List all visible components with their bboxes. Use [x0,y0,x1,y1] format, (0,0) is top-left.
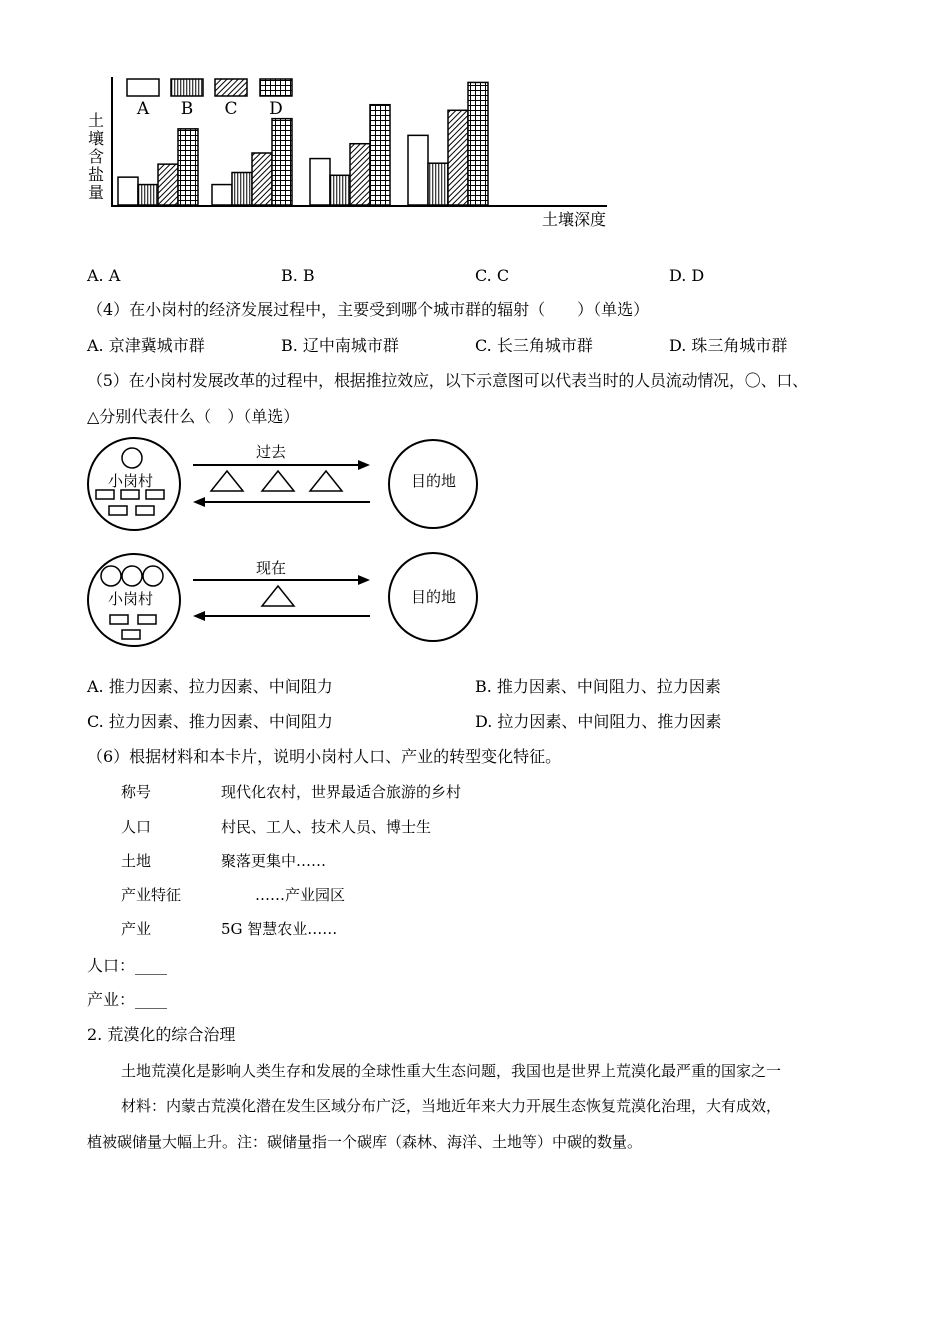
card-value-industry-feature: ……产业园区 [255,886,346,904]
bar-group4-c [448,110,468,205]
card-key-industry-feature: 产业特征 [121,886,182,904]
card-value-population: 村民、工人、技术人员、博士生 [221,818,432,836]
village-label-past: 小岗村 [108,472,154,490]
bar-group1-b [138,185,158,205]
q3-option-a[interactable]: A. A [87,266,121,285]
circle-symbol [101,566,121,586]
q3-option-b[interactable]: B. B [281,266,315,285]
bar-group4-a [408,135,428,205]
arrow-head [193,497,205,507]
q6-stem: （6）根据材料和本卡片，说明小岗村人口、产业的转型变化特征。 [87,747,562,766]
bar-group1-a [118,177,138,205]
legend-swatch-a [127,79,159,96]
y-axis-label: 土壤含盐量 [85,112,105,202]
legend-swatch-c [215,79,247,96]
section2-title: 2. 荒漠化的综合治理 [87,1025,236,1044]
q5-stem-line1: （5）在小岗村发展改革的过程中，根据推拉效应，以下示意图可以代表当时的人员流动情况，〇、口、 [87,371,808,390]
bar-group2-a [212,185,232,205]
square-symbol [121,490,139,499]
q5-option-a[interactable]: A. 推力因素、拉力因素、中间阻力 [87,677,333,696]
card-key-population: 人口 [121,818,152,836]
card-key-industry: 产业 [121,920,152,938]
q3-option-c[interactable]: C. C [475,266,510,285]
past-label: 过去 [256,443,287,461]
circle-symbol [122,566,142,586]
section2-paragraph2-line1: 材料：内蒙古荒漠化潜在发生区域分布广泛，当地近年来大力开展生态恢复荒漠化治理，大有成效， [121,1097,782,1115]
legend-label-a: A [136,99,150,119]
legend-swatch-d [260,79,292,96]
answer-population[interactable]: 人口：____ [87,956,168,975]
triangle-symbol [310,471,342,491]
bar-group4-d [468,82,488,205]
now-label: 现在 [256,559,287,577]
destination-label-now: 目的地 [411,588,457,606]
square-symbol [109,506,127,515]
answer-industry[interactable]: 产业：____ [87,990,168,1009]
q3-option-d[interactable]: D. D [669,266,705,285]
q4-option-a[interactable]: A. 京津冀城市群 [87,336,205,355]
arrow-head [358,460,370,470]
legend-swatch-b [171,79,203,96]
circle-symbol [122,448,142,468]
triangle-symbol [211,471,243,491]
chart-bars [118,82,488,205]
bar-group3-a [310,159,330,205]
q5-option-c[interactable]: C. 拉力因素、推力因素、中间阻力 [87,712,333,731]
card-value-land: 聚落更集中…… [221,852,327,870]
q4-stem: （4）在小岗村的经济发展过程中，主要受到哪个城市群的辐射（ ）（单选） [87,300,650,319]
square-symbol [96,490,114,499]
arrow-head [358,575,370,585]
soil-salinity-chart [0,0,620,240]
card-key-land: 土地 [121,852,152,870]
q5-option-d[interactable]: D. 拉力因素、中间阻力、推力因素 [475,712,722,731]
square-symbol [146,490,164,499]
card-value-industry: 5G 智慧农业…… [221,920,338,938]
diagram-past [88,438,477,530]
bar-group3-b [330,175,350,205]
x-axis-label: 土壤深度 [542,210,607,229]
square-symbol [136,506,154,515]
chart-legend [127,79,292,119]
bar-group3-d [370,105,390,205]
bar-group2-d [272,119,292,205]
legend-label-b: B [180,99,194,119]
triangle-symbol [262,586,294,606]
arrow-head [193,611,205,621]
circle-symbol [143,566,163,586]
card-value-title: 现代化农村，世界最适合旅游的乡村 [221,783,462,801]
card-key-title: 称号 [121,783,152,801]
q4-option-b[interactable]: B. 辽中南城市群 [281,336,399,355]
square-symbol [122,630,140,639]
legend-label-d: D [269,99,283,119]
village-label-now: 小岗村 [108,590,154,608]
diagram-now [88,553,477,646]
section2-paragraph1: 土地荒漠化是影响人类生存和发展的全球性重大生态问题，我国也是世界上荒漠化最严重的国家之一 [121,1062,782,1080]
bar-group1-d [178,129,198,205]
triangle-symbol [262,471,294,491]
bar-group4-b [428,163,448,205]
bar-group3-c [350,144,370,205]
bar-group2-b [232,173,252,206]
section2-paragraph2-line2: 植被碳储量大幅上升。注：碳储量指一个碳库（森林、海洋、土地等）中碳的数量。 [87,1133,643,1151]
q5-option-b[interactable]: B. 推力因素、中间阻力、拉力因素 [475,677,721,696]
square-symbol [110,615,128,624]
bar-group1-c [158,164,178,205]
q4-option-d[interactable]: D. 珠三角城市群 [669,336,788,355]
push-pull-diagram [80,436,560,656]
bar-group2-c [252,153,272,205]
destination-label-past: 目的地 [411,472,457,490]
q4-option-c[interactable]: C. 长三角城市群 [475,336,593,355]
square-symbol [138,615,156,624]
legend-label-c: C [224,99,238,119]
q5-stem-line2: △分别代表什么（ ）（单选） [87,407,300,426]
